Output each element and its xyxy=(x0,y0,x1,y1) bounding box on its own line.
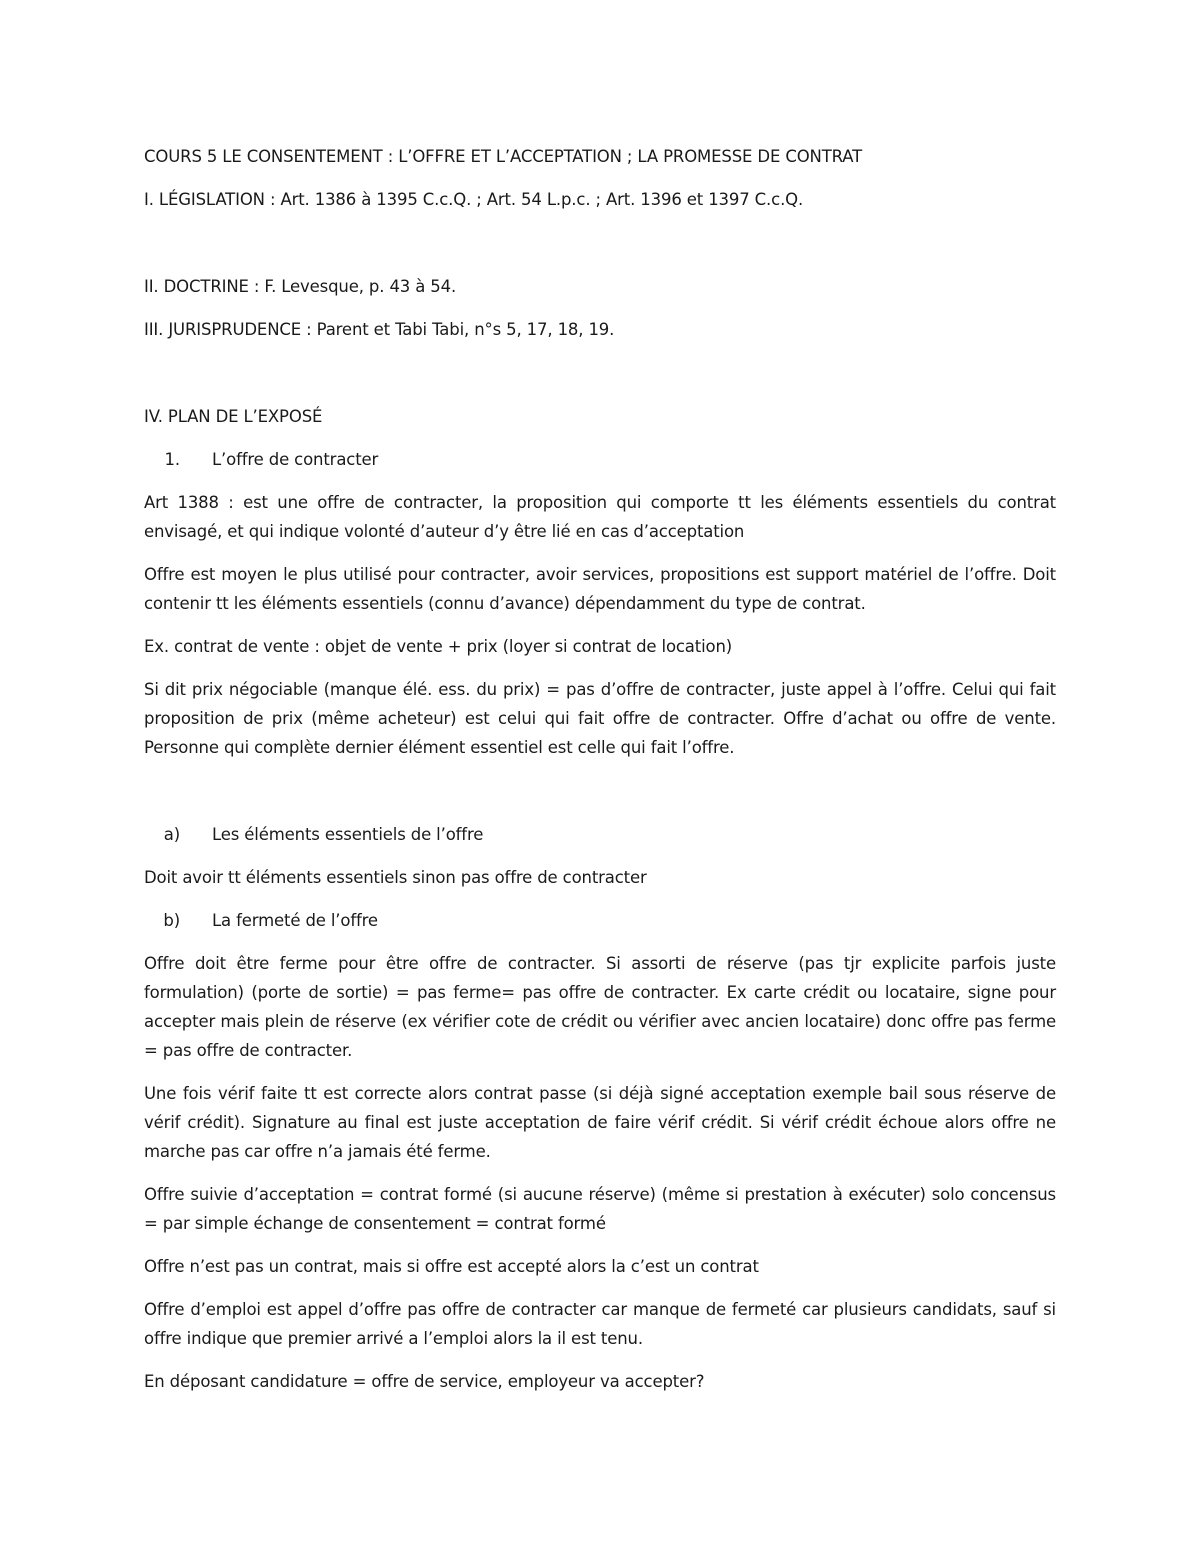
paragraph-offre-emploi: Offre d’emploi est appel d’offre pas offre de contracter car manque de fermeté car plusieurs candidats, sauf si offre indique que premier arrivé a l’emploi alors la il est tenu. xyxy=(144,1300,1056,1348)
subsection-b-label: La fermeté de l’offre xyxy=(212,911,378,930)
jurisprudence-line: III. JURISPRUDENCE : Parent et Tabi Tabi, n°s 5, 17, 18, 19. xyxy=(144,320,615,339)
paragraph-offre-moyen: Offre est moyen le plus utilisé pour contracter, avoir services, propositions est support matériel de l’offre. Doit contenir tt les éléments essentiels (connu d’avance) dépendamment du type de contrat. xyxy=(144,565,1056,613)
section-1-label: L’offre de contracter xyxy=(212,450,379,469)
section-1-marker: 1. xyxy=(164,450,180,469)
subsection-a-label: Les éléments essentiels de l’offre xyxy=(212,825,484,844)
document-body xyxy=(144,142,1056,1410)
section-1-heading xyxy=(144,445,1056,474)
paragraph-une-fois: Une fois vérif faite tt est correcte alors contrat passe (si déjà signé acceptation exemple bail sous réserve de vérif crédit). Signature au final est juste acceptation de faire vérif crédit. Si vérif crédit échoue alors offre ne marche pas car offre n’a jamais été ferme. xyxy=(144,1084,1056,1161)
subsection-a-heading xyxy=(144,820,1056,849)
subsection-b-heading xyxy=(144,906,1056,935)
paragraph-pas-contrat: Offre n’est pas un contrat, mais si offre est accepté alors la c’est un contrat xyxy=(144,1257,759,1276)
paragraph-prix-negociable: Si dit prix négociable (manque élé. ess. du prix) = pas d’offre de contracter, juste appel à l’offre. Celui qui fait proposition de prix (même acheteur) est celui qui fait offre de contracter. Offre d’achat ou offre de vente. Personne qui complète dernier élément essentiel est celle qui fait l’offre. xyxy=(144,680,1056,757)
paragraph-offre-ferme: Offre doit être ferme pour être offre de contracter. Si assorti de réserve (pas tjr explicite parfois juste formulation) (porte de sortie) = pas ferme= pas offre de contracter. Ex carte crédit ou locataire, signe pour accepter mais plein de réserve (ex vérifier cote de crédit ou vérifier avec ancien locataire) donc offre pas ferme = pas offre de contracter. xyxy=(144,954,1056,1060)
document-title: COURS 5 LE CONSENTEMENT : L’OFFRE ET L’ACCEPTATION ; LA PROMESSE DE CONTRAT xyxy=(144,147,863,166)
paragraph-candidature: En déposant candidature = offre de service, employeur va accepter? xyxy=(144,1372,705,1391)
legislation-line: I. LÉGISLATION : Art. 1386 à 1395 C.c.Q. ; Art. 54 L.p.c. ; Art. 1396 et 1397 C.c.Q. xyxy=(144,190,804,209)
paragraph-art-1388: Art 1388 : est une offre de contracter, la proposition qui comporte tt les éléments essentiels du contrat envisagé, et qui indique volonté d’auteur d’y être lié en cas d’acceptation xyxy=(144,493,1056,541)
subsection-b-marker: b) xyxy=(163,911,180,930)
subsection-a-marker: a) xyxy=(163,825,180,844)
plan-heading: IV. PLAN DE L’EXPOSÉ xyxy=(144,407,323,426)
paragraph-ex-contrat: Ex. contrat de vente : objet de vente + prix (loyer si contrat de location) xyxy=(144,637,733,656)
paragraph-offre-suivie: Offre suivie d’acceptation = contrat formé (si aucune réserve) (même si prestation à exécuter) solo concensus = par simple échange de consentement = contrat formé xyxy=(144,1185,1056,1233)
doctrine-line: II. DOCTRINE : F. Levesque, p. 43 à 54. xyxy=(144,277,457,296)
paragraph-doit-avoir: Doit avoir tt éléments essentiels sinon pas offre de contracter xyxy=(144,868,647,887)
